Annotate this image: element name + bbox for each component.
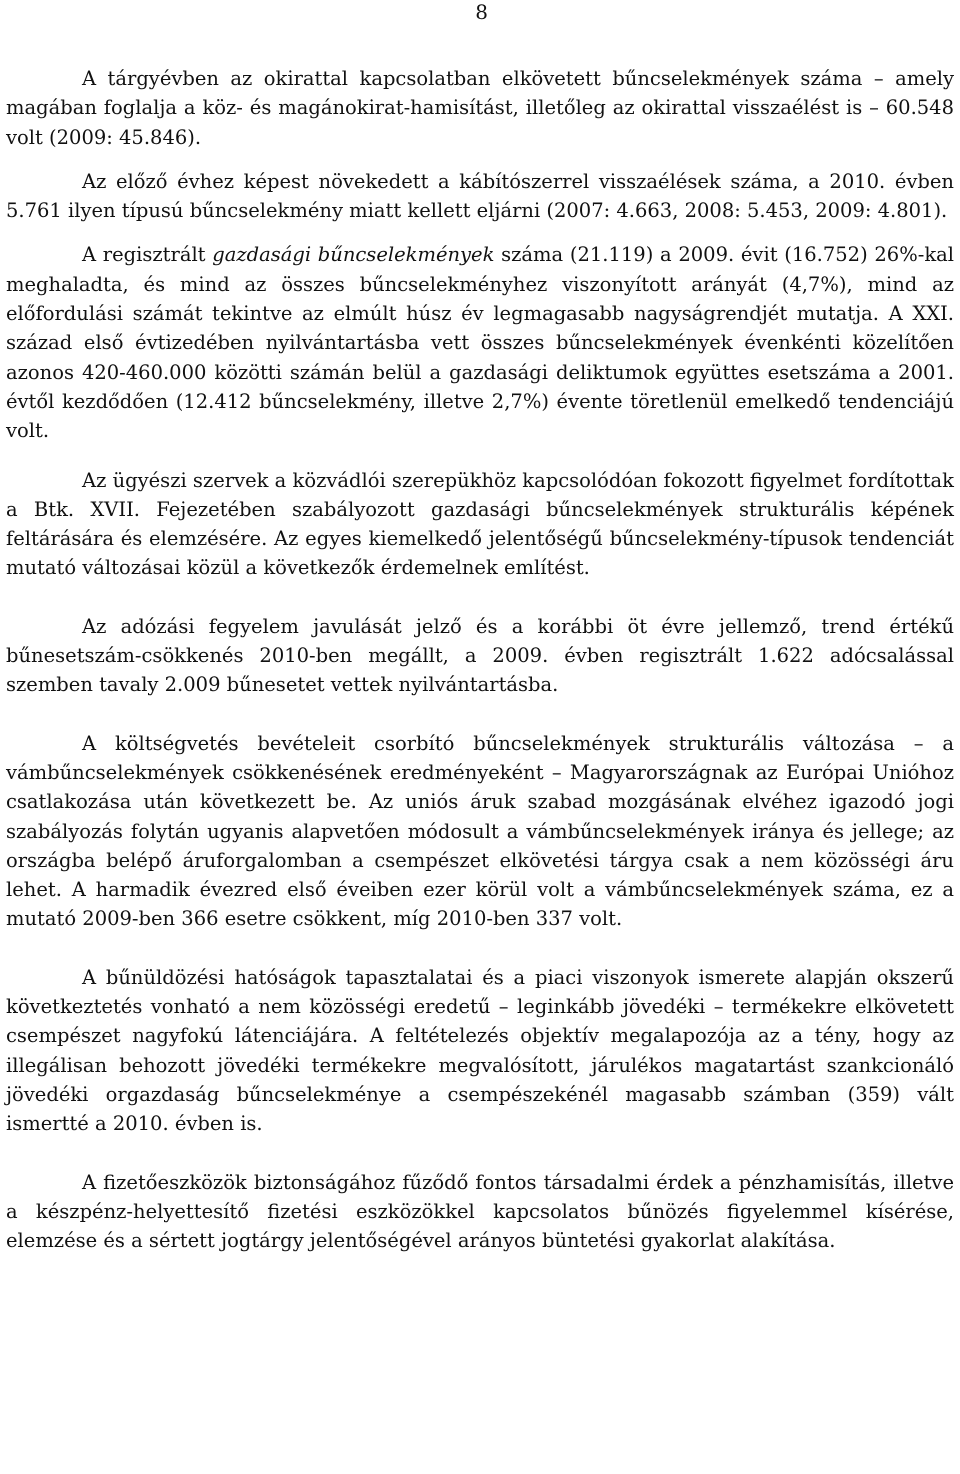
- paragraph-bunuldozesi: A bűnüldözési hatóságok tapasztalatai és a piaci viszonyok ismerete alapján okszerű következtetés vonható a nem közösségi eredetű – leginkább jövedéki – termékekre elkövetett csempészet nagyfokú látenciájára. A feltételezés objektív megalapozója az a tény, hogy az illegálisan behozott jövedéki termékekre megvalósított, járulékos magatartást szankcionáló jövedéki orgazdaság bűncselekménye a csempészekénél magasabb számban (359) vált ismertté a 2010. évben is.: [6, 965, 954, 1136]
- document-body: [6, 64, 954, 1284]
- paragraph-kabitoszer: Az előző évhez képest növekedett a kábítószerrel visszaélések száma, a 2010. évben 5.761 ilyen típusú bűncselekmény miatt kellett eljárni (2007: 4.663, 2008: 5.453, 2009: 4.801).: [6, 169, 954, 223]
- paragraph-gazdasagi: [6, 240, 954, 445]
- emphasis-gazdasagi-buncselekmenyek: gazdasági bűncselekmények: [212, 243, 495, 267]
- paragraph-gazdasagi-rest: száma (21.119) a 2009. évit (16.752) 26%-kal meghaladta, és mind az összes bűncselekményhez viszonyított arányát (4,7%), mind az előfordulási számát tekintve az elmúlt húsz év legmagasabb nagyságrendjét mutatja. A XXI. század első évtizedében nyilvántartásba vett összes bűncselekmények évenkénti közelítően azonos 420-460.000 közötti számán belül a gazdasági deliktumok együttes esetszáma a 2001. évtől kezdődően (12.412 bűncselekmény, illetve 2,7%) évente töretlenül emelkedő tendenciájú volt.: [6, 243, 955, 443]
- paragraph-adozasi: Az adózási fegyelem javulását jelző és a korábbi öt évre jellemző, trend értékű bűnesetszám-csökkenés 2010-ben megállt, a 2009. évben regisztrált 1.622 adócsalással szemben tavaly 2.009 bűnesetet vettek nyilvántartásba.: [6, 614, 954, 697]
- page-number: 8: [475, 0, 488, 24]
- paragraph-okirat: A tárgyévben az okirattal kapcsolatban elkövetett bűncselekmények száma – amely magában foglalja a köz- és magánokirat-hamisítást, illetőleg az okirattal visszaélést is – 60.548 volt (2009: 45.846).: [6, 67, 954, 149]
- paragraph-koltsegvetes: A költségvetés bevételeit csorbító bűncselekmények strukturális változása – a vámbűncselekmények csökkenésének eredményeként – Magyarországnak az Európai Unióhoz csatlakozása után következett be. Az uniós áruk szabad mozgásának elvéhez igazodó jogi szabályozás folytán ugyanis alapvetően módosult a vámbűncselekmények iránya és jellege; az országba belépő áruforgalomban a csempészet elkövetési tárgya csak a nem közösségi áru lehet. A harmadik évezred első éveiben ezer körül volt a vámbűncselekmények száma, ez a mutató 2009-ben 366 esetre csökkent, míg 2010-ben 337 volt.: [6, 731, 954, 931]
- paragraph-fizetoeszkozok: A fizetőeszközök biztonságához fűződő fontos társadalmi érdek a pénzhamisítás, illetve a készpénz-helyettesítő fizetési eszközökkel kapcsolatos bűnözés figyelemmel kísérése, elemzése és a sértett jogtárgy jelentőségével arányos büntetési gyakorlat alakítása.: [6, 1170, 954, 1253]
- paragraph-ugyeszi: Az ügyészi szervek a közvádlói szerepükhöz kapcsolódóan fokozott figyelmet fordítottak a Btk. XVII. Fejezetében szabályozott gazdasági bűncselekmények strukturális képének feltárására és elemzésére. Az egyes kiemelkedő jelentőségű bűncselekmény-típusok tendenciát mutató változásai közül a következők érdemelnek említést.: [6, 468, 954, 580]
- paragraph-gazdasagi-lead: A regisztrált: [82, 243, 213, 267]
